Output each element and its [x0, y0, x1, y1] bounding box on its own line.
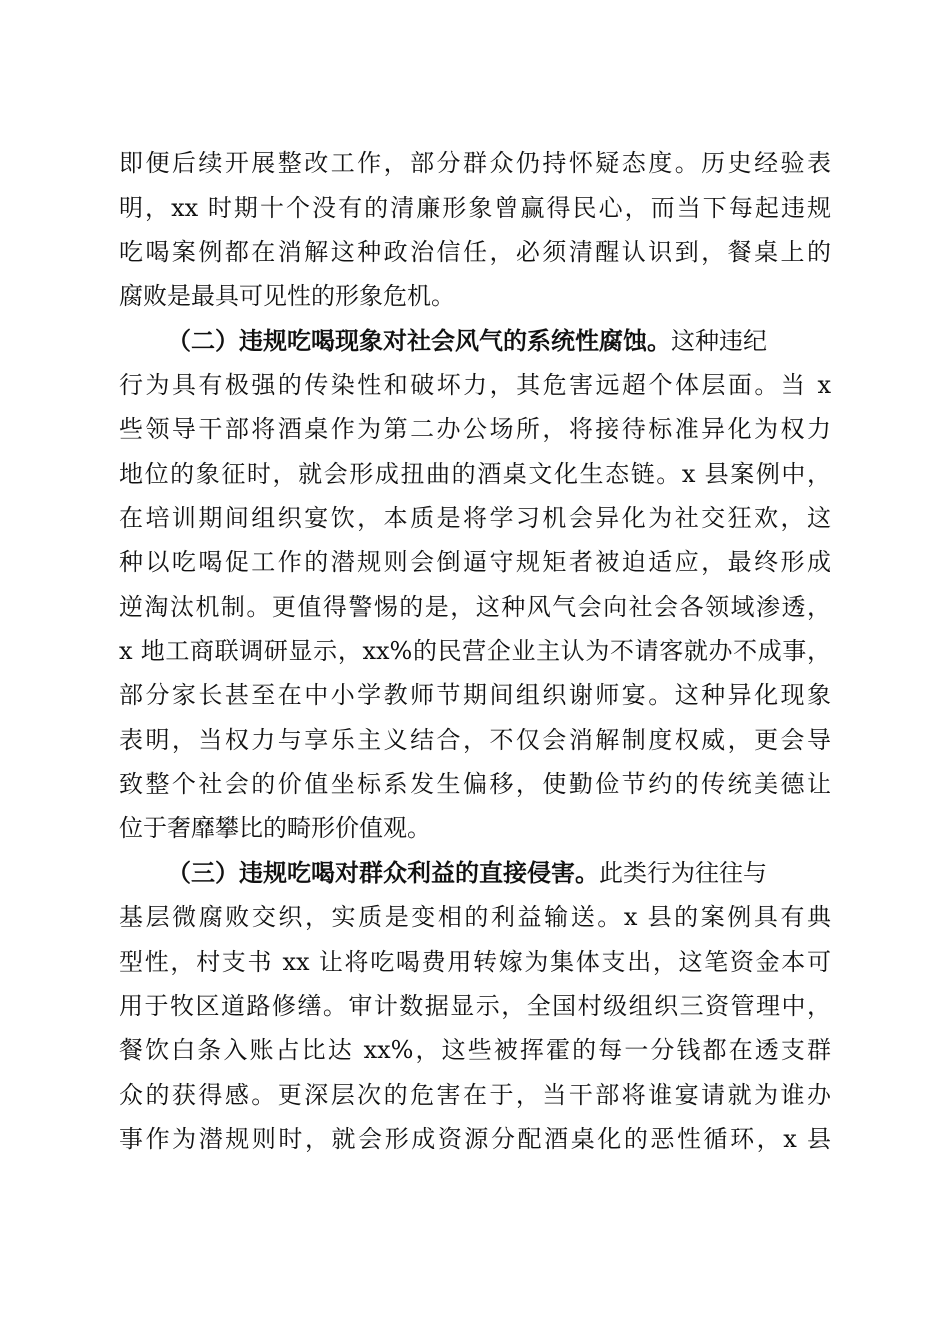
paragraph-line: 致整个社会的价值坐标系发生偏移，使勤俭节约的传统美德让 [119, 770, 831, 798]
paragraph-line: 在培训期间组织宴饮，本质是将学习机会异化为社交狂欢，这 [119, 504, 831, 532]
paragraph-line: 地位的象征时，就会形成扭曲的酒桌文化生态链。x 县案例中， [119, 460, 831, 488]
section-paragraph-2 [167, 321, 831, 361]
paragraph-line: 型性，村支书 xx 让将吃喝费用转嫁为集体支出，这笔资金本可 [119, 948, 831, 976]
paragraph-line: 逆淘汰机制。更值得警惕的是，这种风气会向社会各领域渗透， [119, 593, 831, 621]
paragraph-line: 行为具有极强的传染性和破坏力，其危害远超个体层面。当 x [119, 371, 831, 399]
paragraph-line: 餐饮白条入账占比达 xx%，这些被挥霍的每一分钱都在透支群 [119, 1036, 831, 1064]
section-heading-2: （二）违规吃喝现象对社会风气的系统性腐蚀。 [167, 326, 671, 355]
paragraph-line: 明，xx 时期十个没有的清廉形象曾赢得民心，而当下每起违规 [119, 194, 831, 222]
paragraph-line: 用于牧区道路修缮。审计数据显示，全国村级组织三资管理中， [119, 992, 831, 1020]
paragraph-line: 部分家长甚至在中小学教师节期间组织谢师宴。这种异化现象 [119, 681, 831, 709]
paragraph-line: 些领导干部将酒桌作为第二办公场所，将接待标准异化为权力 [119, 415, 831, 443]
paragraph-line: 事作为潜规则时，就会形成资源分配酒桌化的恶性循环，x 县 [119, 1125, 831, 1153]
paragraph-line: 种以吃喝促工作的潜规则会倒逼守规矩者被迫适应，最终形成 [119, 548, 831, 576]
section-paragraph-3 [167, 853, 831, 893]
paragraph-line: 吃喝案例都在消解这种政治信任，必须清醒认识到，餐桌上的 [119, 238, 831, 266]
paragraph-text: 此类行为往往与 [599, 859, 767, 887]
paragraph-line: 表明，当权力与享乐主义结合，不仅会消解制度权威，更会导 [119, 726, 831, 754]
paragraph-line: 腐败是最具可见性的形象危机。 [119, 282, 455, 310]
paragraph-line: 众的获得感。更深层次的危害在于，当干部将谁宴请就为谁办 [119, 1081, 831, 1109]
paragraph-line: x 地工商联调研显示，xx%的民营企业主认为不请客就办不成事， [119, 637, 831, 665]
paragraph-text: 这种违纪 [671, 327, 767, 355]
paragraph-line: 位于奢靡攀比的畸形价值观。 [119, 814, 431, 842]
paragraph-line: 基层微腐败交织，实质是变相的利益输送。x 县的案例具有典 [119, 903, 831, 931]
section-heading-3: （三）违规吃喝对群众利益的直接侵害。 [167, 858, 599, 887]
paragraph-line: 即便后续开展整改工作，部分群众仍持怀疑态度。历史经验表 [119, 149, 831, 177]
